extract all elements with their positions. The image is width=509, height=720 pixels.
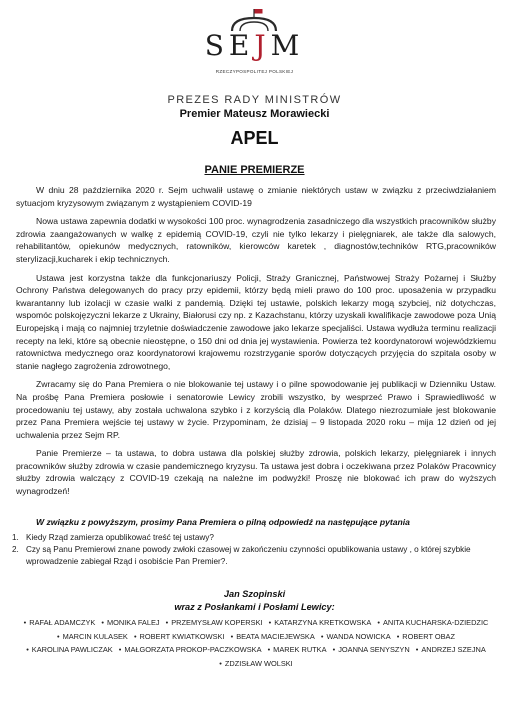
bullet-icon: • — [23, 618, 27, 627]
bullet-icon: • — [396, 631, 400, 641]
bullet-icon: • — [118, 645, 122, 655]
deputy-name-text: ROBERT KWIATKOWSKI — [139, 631, 225, 641]
deputy-name-text: MONIKA FALEJ — [107, 618, 160, 627]
deputy-name-text: KAROLINA PAWLICZAK — [31, 645, 113, 655]
bullet-icon: • — [415, 645, 419, 655]
deputy-name — [101, 618, 159, 627]
bullet-icon: • — [133, 631, 137, 641]
deputy-name — [333, 645, 410, 654]
deputy-name-text: ROBERT OBAZ — [402, 631, 456, 641]
list-item-text: Kiedy Rząd zamierza opublikować treść tej ustawy? — [26, 533, 214, 542]
addressee-office: PREZES RADY MINISTRÓW — [167, 94, 342, 106]
salutation: PANIE PREMIERZE — [204, 164, 305, 176]
deputy-name-text: MAŁGORZATA PROKOP-PACZKOWSKA — [124, 645, 262, 655]
paragraph: Zwracamy się do Pana Premiera o nie blokowanie tej ustawy i o pilne spowodowanie jej publikacji w Dzienniku Ustaw. Na prośbę Pana Premiera posłowie i senatorowie Lewicy zrobili wszystko, by wesprzeć Prawo i Sprawiedliwość w procedowaniu tej ustawy, aby została uchwalona szybko i z korzyścią dla Polaków. Dlatego niezrozumiałe jest blokowanie przez Pana Premiera wejście tej ustawy w życie. Przypominam, że dzisiaj – 9 listopada 2020 roku – mija 12 dzień od jej uchwalenia przez Sejm RP. — [16, 379, 496, 440]
addressee-name: Premier Mateusz Morawiecki — [179, 108, 330, 120]
bullet-icon: • — [332, 645, 336, 655]
bullet-icon: • — [165, 618, 169, 627]
letterhead — [0, 0, 509, 90]
list-item-number: 2. — [12, 545, 19, 555]
bullet-icon: • — [320, 631, 324, 641]
sejm-logo-text: SEJM — [204, 29, 305, 62]
letter-body — [16, 184, 496, 498]
deputy-name-text: RAFAŁ ADAMCZYK — [29, 618, 96, 627]
bullet-icon: • — [267, 645, 271, 655]
bullet-icon: • — [268, 618, 272, 627]
deputy-name-text: PRZEMYSŁAW KOPERSKI — [171, 618, 263, 627]
deputy-name — [321, 632, 391, 641]
questions-list — [12, 532, 498, 568]
deputy-name-text: WANDA NOWICKA — [326, 631, 391, 641]
deputy-name-text: MAREK RUTKA — [273, 645, 327, 655]
list-item — [12, 532, 498, 543]
deputy-name — [26, 645, 113, 654]
deputy-name — [268, 645, 327, 654]
paragraph: Ustawa jest korzystna także dla funkcjonariuszy Policji, Straży Granicznej, Państwowej Straży Pożarnej i Służby Ochrony Państwa delegowanych do pracy przy epidemii, którzy będą mieli prawo do 100 proc. uposażenia w przypadku kwarantanny lub izolacji w czasie walki z pandemią. Dzięki tej ustawie, polskich lekarzy mogą szybciej, niż dotychczas, wspomóc polskojęzyczni lekarze z Ukrainy, Białorusi czy np. z Kazachstanu, którzy uzyskali kwalifikacje zawodowe poza Unią Europejską i mają co najmniej trzyletnie doświadczenie zawodowe jako lekarze specjaliści. Ustawa wydłuża terminu realizacji recepty na leki, które są obecnie nieostępne, o 150 dni od dnia jej wystawienia. Powierza też koordynatorowi wojewódzkiemu ratownictwa medycznego oraz koordynatorowi krajowemu rozstrzyganie sporów dotyczących przyjęcia do szpitala osoby w stanie nagłego zagrożenia zdrowotnego, — [16, 272, 496, 371]
deputies-list — [16, 616, 496, 670]
signature-block — [0, 588, 509, 614]
bullet-icon: • — [101, 618, 105, 627]
bullet-icon: • — [56, 631, 60, 641]
deputy-name-text: JOANNA SENYSZYN — [338, 645, 410, 655]
signatory-with-line: wraz z Posłankami i Posłami Lewicy: — [174, 602, 335, 612]
deputy-name — [397, 632, 455, 641]
bullet-icon: • — [230, 631, 234, 641]
deputy-name-text: BEATA MACIEJEWSKA — [236, 631, 315, 641]
deputy-name — [166, 618, 263, 627]
deputy-name — [57, 632, 128, 641]
list-item-text: Czy są Panu Premierowi znane powody zwłoki czasowej w zakończeniu czynności opublikowania ustawy , o której szybkie wprowadzenie zabiegał Rząd i osobiście Pan Premier?. — [26, 545, 471, 566]
document-title: APEL — [230, 128, 279, 148]
bullet-icon: • — [26, 645, 29, 655]
paragraph: W dniu 28 października 2020 r. Sejm uchwalił ustawę o zmianie niektórych ustaw w związku z przeciwdziałaniem sytuacjom kryzysowym związanym z wystąpieniem COVID-19 — [16, 185, 496, 208]
bullet-icon: • — [377, 618, 380, 627]
deputy-name — [416, 645, 486, 654]
deputy-name — [134, 632, 225, 641]
deputy-name — [119, 645, 262, 654]
deputy-name-text: ANITA KUCHARSKA-DZIEDZIC — [382, 618, 489, 627]
bullet-icon: • — [219, 658, 222, 668]
paragraph: Panie Premierze – ta ustawa, to dobra ustawa dla polskiej służby zdrowia, polskich lekarzy, pielęgniarek i innych pracowników służby zdrowia w czasie pandemicznego kryzysu. Ta ustawa jest dobra i oczekiwana przez Polaków Pracownicy służby zdrowia walczący z COVID-19 czekają na należne im podwyżki! Proszę nie blokować ich praw do wyższych wynagrodzeń! — [16, 448, 496, 497]
deputy-name-text: ZDZISŁAW WOLSKI — [224, 658, 293, 668]
list-item — [12, 544, 498, 567]
deputy-name — [219, 659, 292, 668]
deputy-name-text: MARCIN KULASEK — [62, 631, 128, 641]
questions-heading: W związku z powyższym, prosimy Pana Premiera o pilną odpowiedź na następujące pytania — [36, 517, 410, 527]
paragraph: Nowa ustawa zapewnia dodatki w wysokości 100 proc. wynagrodzenia zasadniczego dla wszystkich pracowników służby zdrowia zaangażowanych w walkę z epidemią COVID-19, czyli nie tylko lekarzy i pielęgniarek, ale także dla salowych, rehabilitantów, opiekunów medycznych, ratowników, kierowców karetek , diagnostów,techników RTG,pracowników sterylizacji,kucharek i ekip technicznych. — [16, 216, 496, 264]
deputy-name — [269, 618, 372, 627]
deputy-name — [231, 632, 315, 641]
signatory-name: Jan Szopinski — [223, 589, 286, 599]
deputy-name-text: KATARZYNA KRETKOWSKA — [274, 618, 372, 627]
deputy-name-text: ANDRZEJ SZEJNA — [421, 645, 486, 655]
deputy-name — [24, 618, 96, 627]
logo-subtitle: RZECZYPOSPOLITEJ POLSKIEJ — [215, 69, 294, 74]
list-item-number: 1. — [12, 533, 19, 542]
deputy-name — [377, 618, 488, 627]
